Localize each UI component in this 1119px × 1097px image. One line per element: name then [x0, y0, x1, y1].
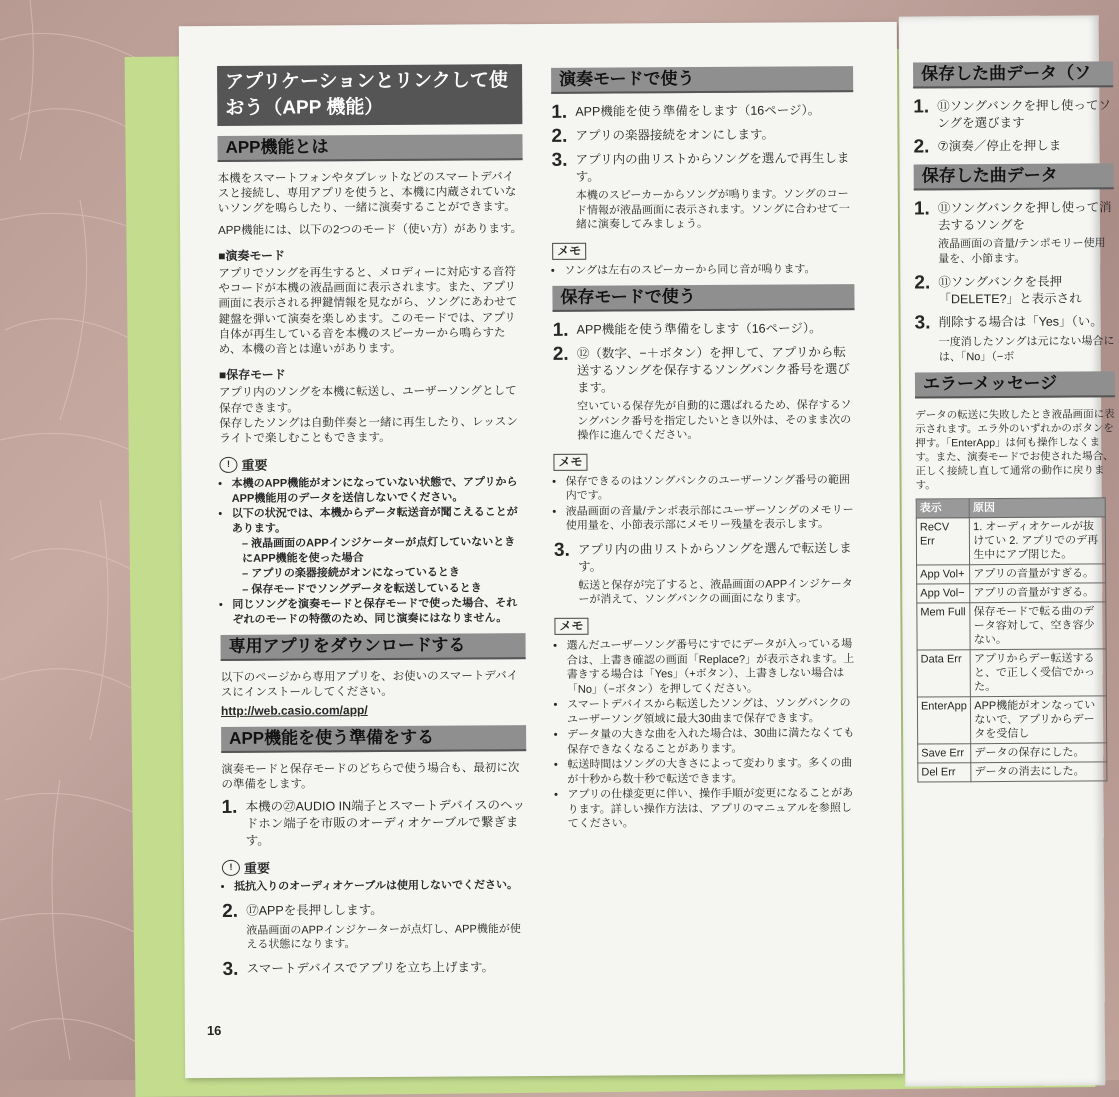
right-step-4: 2. ⑪ソングバンクを長押「DELETE?」と表示され: [914, 272, 1082, 307]
important-label-2: ! 重要: [222, 858, 527, 876]
manual-page-right: [899, 15, 1115, 1086]
section-prepare: APP機能を使う準備をする: [221, 725, 526, 753]
important-icon: !: [219, 457, 237, 473]
right-step-5: 3. 削除する場合は「Yes」（い。: [914, 312, 1103, 334]
list-item: • 転送時間はソングの大きさによって変わります。多くの曲が十秒から数十秒で転送できます。: [567, 756, 857, 787]
list-item: – アプリの楽器接続がオンになっているとき: [242, 566, 460, 581]
error-cause-cell: APP機能がオンなっていないで、アプリからデータを受信し: [971, 696, 1107, 744]
right-step-1: 1. ⑪ソングバンクを押し使ってソングを選びます: [913, 96, 1112, 131]
list-item: • ソングは左右のスピーカーから同じ音が鳴ります。: [564, 262, 854, 278]
error-code-cell: EnterApp: [917, 697, 971, 744]
error-table: [916, 497, 1108, 782]
list-item: • 同じソングを演奏モードと保存モードで使った場合、それぞれのモードの特徴のため、同じ演奏にはなりません。: [232, 596, 525, 627]
memo-label-3: [554, 616, 856, 635]
table-header-cause: 原因: [969, 498, 1105, 518]
memo-icon: メモ: [553, 453, 587, 470]
section-save-mode: 保存モードで使う: [552, 284, 854, 312]
play-step-3-note: 本機のスピーカーからソングが鳴ります。ソングのコード情報が液晶画面に表示されます。ソングに合わせて一緒に演奏してみましょう。: [575, 188, 850, 231]
prepare-step-1: 1. 本機の㉗AUDIO IN端子とスマートデバイスのヘッドホン端子を市販のオーディオケーブルで繋ぎます。: [221, 797, 526, 849]
memo-label-2: [553, 452, 855, 471]
error-cause-cell: アプリからデー転送すると、で正しく受信でかった。: [970, 649, 1106, 697]
prepare-step-2-note: 液晶画面のAPPインジケーターが点灯し、APP機能が使える状態になります。: [246, 922, 521, 952]
download-text: 以下のページから専用アプリを、お使いのスマートデバイスにインストールしてください。: [220, 670, 519, 700]
error-table-body: [916, 517, 1107, 782]
list-item: • スマートデバイスから転送したソングは、ソングバンクのユーザーソング領域に最大30曲まで保存できます。: [567, 696, 857, 727]
download-url-link[interactable]: http://web.casio.com/app/: [220, 702, 368, 718]
memo-list: [552, 262, 854, 278]
section-download: 専用アプリをダウンロードする: [221, 633, 526, 661]
section-saved-play: 保存した曲データ（ソ: [913, 61, 1113, 88]
prepare-step-3: 3. スマートデバイスでアプリを立ち上げます。: [222, 958, 494, 980]
save-step-3-note: 転送と保存が完了すると、液晶画面のAPPインジケーターが消えて、ソングバンクの画面になります。: [578, 578, 853, 607]
section-about-app: APP機能とは: [217, 134, 522, 162]
section-saved-delete: 保存した曲データ: [914, 163, 1114, 190]
important-list-2: [222, 878, 527, 894]
right-column: [913, 53, 1117, 782]
list-item: • 保存できるのはソングバンクのユーザーソング番号の範囲内です。: [566, 473, 856, 504]
page-number: 16: [206, 1022, 222, 1039]
right-step-2: 2. ⑦演奏／停止を押しま: [913, 136, 1062, 158]
left-column: [217, 64, 528, 982]
about-text: 本機をスマートフォンやタブレットなどのスマートデバイスと接続し、専用アプリを使うと、本機に内蔵されていないソングを鳴らしたり、一緒に演奏することができます。: [217, 171, 517, 216]
error-cause-cell: 保存モードで転る曲のデータ容対して、空き容少ない。: [970, 602, 1106, 650]
memo-icon: メモ: [554, 618, 588, 635]
error-code-cell: App Vol+: [917, 565, 970, 584]
section-error-messages: エラーメッセージ: [915, 371, 1115, 398]
list-item: • 液晶画面の音量/テンポ表示部にユーザーソングのメモリー使用量を、小節表示部にメモリー残量を表示します。: [566, 503, 856, 534]
error-code-cell: ReCV Err: [916, 518, 970, 565]
table-header-display: 表示: [916, 499, 969, 518]
memo-icon: メモ: [552, 242, 586, 259]
error-cause-cell: アプリの音量がすぎる。: [970, 564, 1106, 584]
save-step-1: 1. APP機能を使う準備をします（16ページ）。: [552, 320, 822, 342]
table-row: [917, 583, 1106, 603]
list-item: • 抵抗入りのオーディオケーブルは使用しないでください。: [234, 878, 527, 894]
mode-save-heading: ■保存モード: [218, 367, 286, 383]
important-icon: !: [222, 860, 240, 876]
error-code-cell: Mem Full: [917, 603, 971, 650]
play-step-3: 3. アプリ内の曲リストからソングを選んで再生します。: [551, 149, 850, 184]
error-code-cell: Save Err: [918, 744, 971, 763]
error-code-cell: Del Err: [918, 763, 971, 782]
right-step-3-note: 液晶画面の音量/テンポモリー使用量を、小節ます。: [938, 237, 1106, 265]
table-row: [916, 517, 1105, 565]
table-row: [917, 696, 1106, 744]
right-step-5-note: 一度消したソングは元にない場合には、「No」（−ボ: [938, 335, 1115, 363]
table-row: [917, 602, 1106, 650]
table-row: [918, 762, 1107, 782]
mode-play-text: アプリでソングを再生すると、メロディーに対応する音符やコードが本機の液晶画面に表示されます。また、アプリ画面に表示される押鍵情報を見ながら、ソングにあわせて鍵盤を弾いて演奏を楽しめます。このモードでは、アプリ自体が再生している音を本機のスピーカーから鳴らすため、本機の音とは違いがあります。: [218, 266, 518, 356]
table-row: [917, 564, 1106, 584]
table-row: [918, 743, 1107, 763]
section-play-mode: 演奏モードで使う: [551, 66, 853, 94]
list-item: • 以下の状況では、本機からデータ転送音が聞こえることがあります。: [232, 505, 525, 536]
mode-play-heading: ■演奏モード: [218, 248, 286, 263]
mode-save-text: アプリ内のソングを本機に転送し、ユーザーソングとして保存できます。: [219, 385, 517, 415]
play-step-2: 2. アプリの楽器接続をオンにします。: [551, 125, 775, 147]
middle-column: [551, 58, 858, 839]
memo-list-3: [555, 637, 858, 831]
error-intro-text: データの転送に失敗したとき液晶画面に表示されます。エラ外のいずれかのボタンを押す。「EnterApp」は何も操作しなくます。また、演奏モードでお使された場合、正しく接続し直して通常の動作に戻ります。: [915, 408, 1115, 492]
error-code-cell: App Vol−: [917, 584, 970, 603]
save-step-2-note: 空いている保存先が自動的に選ばれるため、保存するソングバンク番号を指定したいとき以外は、そのまま次の操作に進んでください。: [577, 399, 852, 442]
memo-label: [552, 241, 854, 260]
list-item: – 保存モードでソングデータを転送しているとき: [242, 582, 482, 596]
manual-page-left: [179, 22, 903, 1078]
list-item: • 本機のAPP機能がオンになっていない状態で、アプリからAPP機能用のデータを送信しないでください。: [232, 475, 525, 506]
prepare-text: 演奏モードと保存モードのどちらで使う場合も、最初に次の準備をします。: [221, 761, 520, 792]
list-item: • 選んだユーザーソング番号にすでにデータが入っている場合は、上書き確認の画面「Replace?」が表示されます。上書きする場合は「Yes」（+ボタン）、上書きしない場合は「No」（−ボタン）を押してください。: [567, 637, 857, 697]
list-item: • アプリの仕様変更に伴い、操作手順が変更になることがあります。詳しい操作方法は、アプリのマニュアルを参照してください。: [567, 786, 857, 831]
error-code-cell: Data Err: [917, 650, 971, 697]
chapter-title: アプリケーションとリンクして使おう（APP 機能）: [217, 64, 522, 126]
error-cause-cell: アプリの音量がすぎる。: [970, 583, 1106, 603]
about-modes-text: APP機能には、以下の2つのモード（使い方）があります。: [218, 222, 523, 237]
list-item: – 液晶画面のAPPインジケーターが点灯していないときにAPP機能を使った場合: [241, 536, 516, 565]
table-row: [917, 649, 1106, 697]
error-cause-cell: データの保存にした。: [971, 743, 1107, 763]
error-cause-cell: 1. オーディオケールが抜けてい 2. アプリでのデ再生中にアプ閉じた。: [970, 517, 1106, 565]
list-item: • データ量の大きな曲を入れた場合は、30曲に満たなくても保存できなくなることがあります。: [567, 726, 857, 757]
save-step-3: 3. アプリ内の曲リストからソングを選んで転送します。: [553, 539, 852, 574]
right-step-3: 1. ⑪ソングバンクを押し使って消去するソングを: [913, 198, 1112, 233]
save-step-2: 2. ⑫（数字、−＋ボタン）を押して、アプリから転送するソングを保存するソングバンク番号を選びます。: [552, 344, 850, 395]
prepare-step-2: 2. ⑰APPを長押しします。: [222, 900, 383, 922]
error-cause-cell: データの消去にした。: [971, 762, 1107, 782]
play-step-1: 1. APP機能を使う準備をします（16ページ）。: [551, 101, 821, 123]
important-label: ! 重要: [219, 455, 524, 473]
memo-list-2: [554, 473, 856, 534]
important-list: [220, 475, 526, 627]
mode-save-text-2: 保存したソングは自動伴奏と一緒に再生したり、レッスンライトで楽しむこともできます。: [219, 415, 518, 446]
